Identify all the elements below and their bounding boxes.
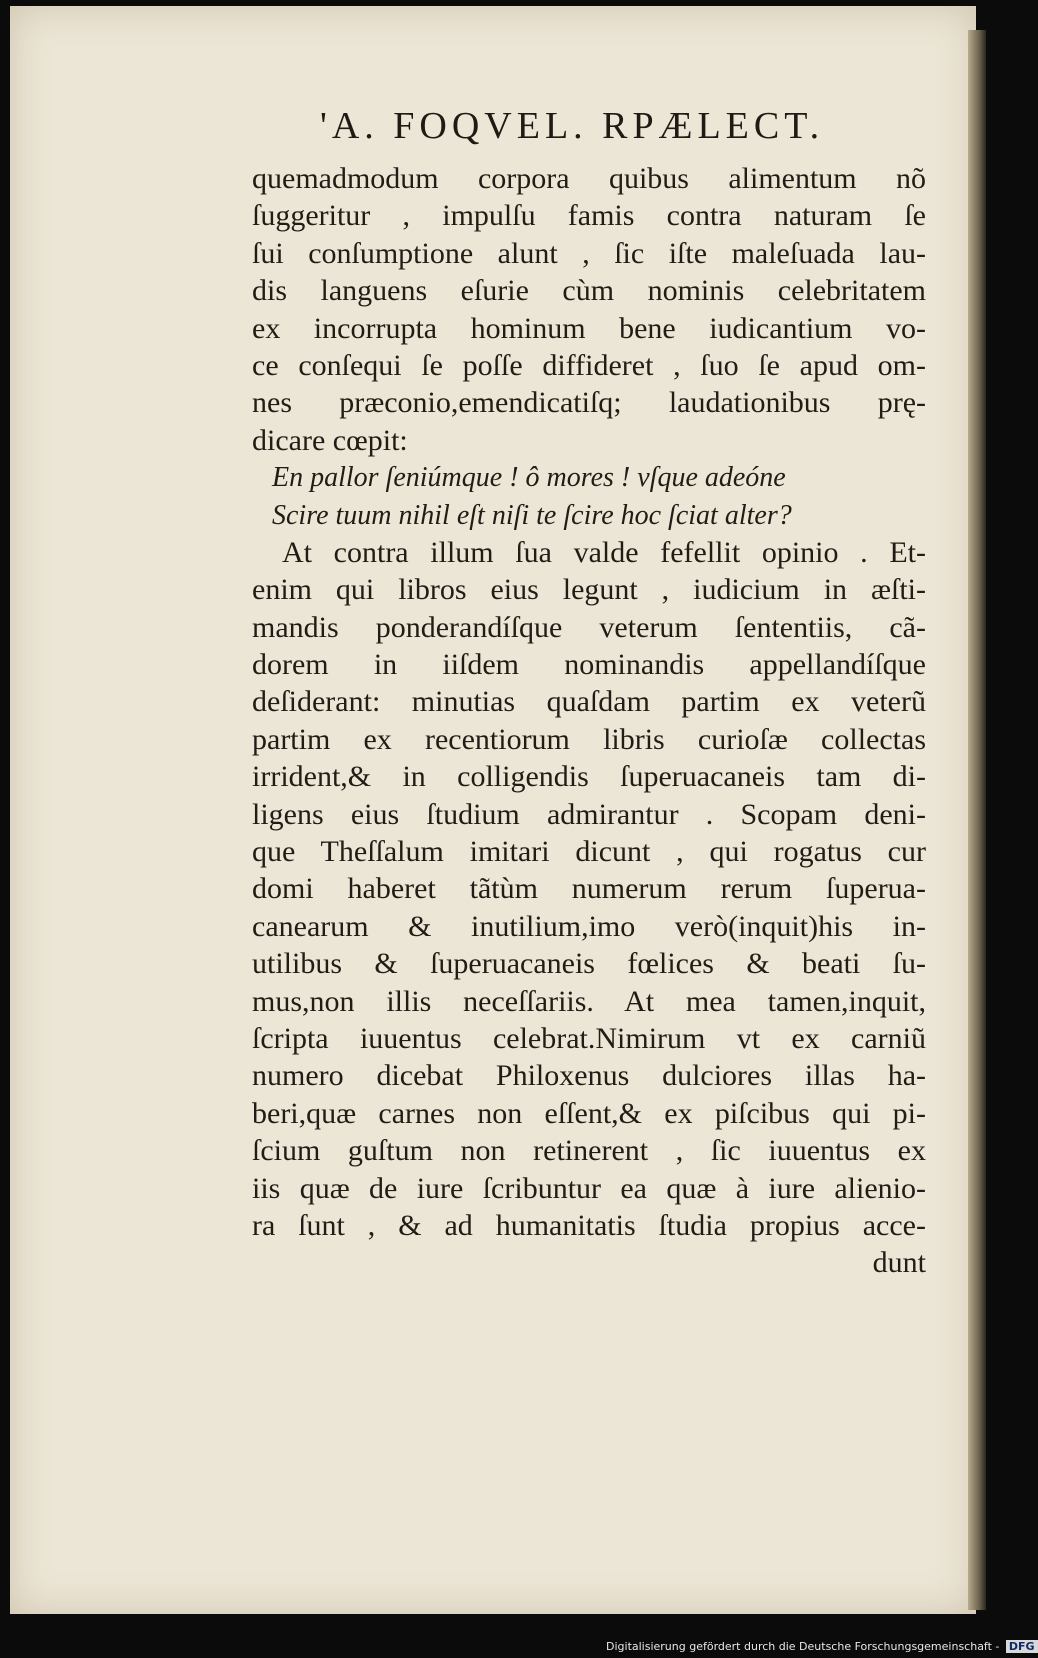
dfg-logo: DFG <box>1006 1640 1038 1653</box>
text-line: ſui conſumptione alunt , ſic iſte maleſuada lau- <box>252 236 926 270</box>
digitization-footer <box>606 1640 1035 1653</box>
text-line: mus,non illis neceſſariis. At mea tamen,inquit, <box>252 984 926 1018</box>
text-line: mandis ponderandíſque veterum ſententiis, cã- <box>252 610 926 644</box>
text-line: deſiderant: minutias quaſdam partim ex veterũ <box>252 685 926 719</box>
text-line: quemadmodum corpora quibus alimentum nõ <box>252 162 926 195</box>
text-line: que Theſſalum imitari dicunt , qui rogatus cur <box>252 835 926 869</box>
running-head: 'A. FOQVEL. RPÆLECT. <box>320 105 825 147</box>
text-line: domi haberet tãtùm numerum rerum ſuperua- <box>252 872 926 906</box>
text-line: numero dicebat Philoxenus dulciores illas ha- <box>252 1059 926 1093</box>
text-line: iis quæ de iure ſcribuntur ea quæ à iure alienio- <box>252 1171 926 1205</box>
funding-note: Digitalisierung gefördert durch die Deutsche Forschungsgemeinschaft - <box>606 1640 1000 1653</box>
text-line: ſuggeritur , impulſu famis contra naturam ſe <box>252 199 926 233</box>
text-line: ligens eius ſtudium admirantur . Scopam deni- <box>252 797 926 831</box>
text-line: ſcium guſtum non retinerent , ſic iuuentus ex <box>252 1134 926 1168</box>
text-line: irrident,& in colligendis ſuperuacaneis tam di- <box>252 760 926 794</box>
text-line: At contra illum ſua valde fefellit opinio . Et- <box>282 535 926 569</box>
text-line: beri,quæ carnes non eſſent,& ex piſcibus qui pi- <box>252 1096 926 1130</box>
text-line: partim ex recentiorum libris curioſæ collectas <box>252 722 926 756</box>
text-block <box>252 160 926 1282</box>
text-line: enim qui libros eius legunt , iudicium in æſti- <box>252 573 926 607</box>
text-line: ce conſequi ſe poſſe diffideret , ſuo ſe apud om- <box>252 348 926 382</box>
text-line: ſcripta iuuentus celebrat.Nimirum vt ex carniũ <box>252 1021 926 1055</box>
page-edge <box>968 30 986 1610</box>
text-line: dorem in iiſdem nominandis appellandíſque <box>252 648 926 682</box>
text-line: ra ſunt , & ad humanitatis ſtudia propius acce- <box>252 1208 926 1242</box>
text-line: dis languens eſurie cùm nominis celebritatem <box>252 274 926 308</box>
text-line: canearum & inutilium,imo verò(inquit)his in- <box>252 909 926 943</box>
verse-line: Scire tuum nihil eſt niſi te ſcire hoc ſciat alter? <box>272 499 792 531</box>
catchword: dunt <box>872 1246 926 1280</box>
text-line: dicare cœpit: <box>252 423 408 457</box>
text-line: nes præconio,emendicatiſq; laudationibus prę- <box>252 386 926 420</box>
text-line: ex incorrupta hominum bene iudicantium vo- <box>252 311 926 345</box>
text-line: utilibus & ſuperuacaneis fœlices & beati ſu- <box>252 947 926 981</box>
verse-line: En pallor ſeniúmque ! ô mores ! vſque adeóne <box>272 462 786 494</box>
